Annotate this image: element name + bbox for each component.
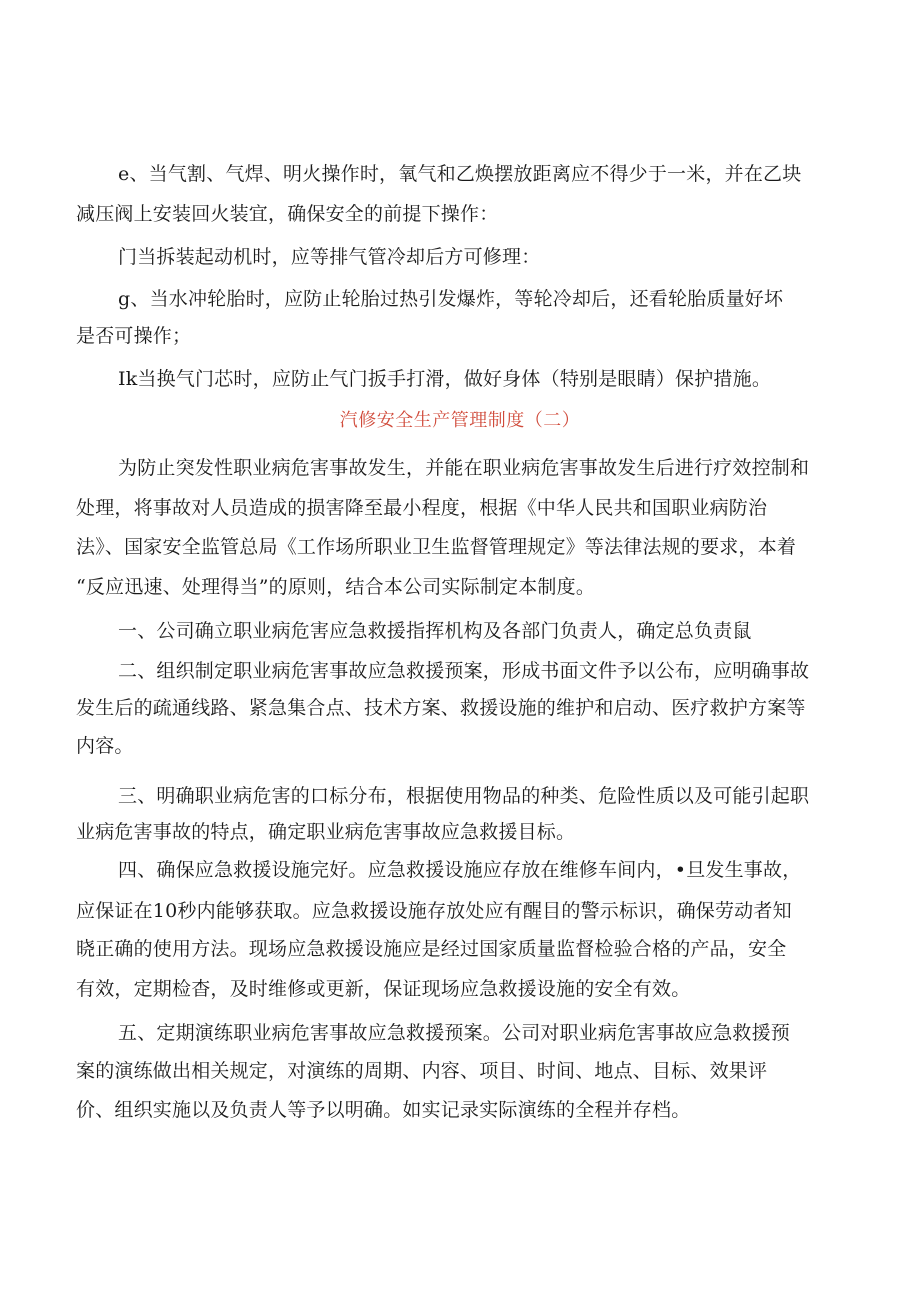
intro-line-2: 处理，将事故对人员造成的损害降至最小程度，根据《中华人民共和国职业病防治 — [76, 497, 768, 519]
item-3-line-2: 业病危害事故的特点，确定职业病危害事故应急救援目标。 — [76, 821, 576, 843]
item-2-line-3: 内容。 — [76, 735, 134, 757]
item-1-line-1: 一、公司确立职业病危害应急救援指挥机构及各部门负责人，确定总负责鼠 — [118, 620, 752, 642]
paragraph-e-line-1: e、当气割、气焊、明火操作时，氧气和乙焕摆放距离应不得少于一米，并在乙块 — [118, 163, 802, 185]
item-3-line-1: 三、明确职业病危害的口标分布，根据使用物品的种类、危险性质以及可能引起职 — [118, 785, 810, 807]
paragraph-h-line-1: Ik当换气门芯时，应防止气门扳手打滑，做好身体（特别是眼睛）保护措施。 — [118, 368, 772, 390]
paragraph-g-line-1: g、当水冲轮胎时，应防止轮胎过热引发爆炸，等轮冷却后，还看轮胎质量好坏 — [118, 288, 784, 310]
intro-line-1: 为防止突发性职业病危害事故发生，并能在职业病危害事故发生后进行疗效控制和 — [118, 457, 810, 479]
paragraph-e-line-2: 减压阀上安装回火装宜，确保安全的前提下操作： — [76, 203, 499, 225]
intro-line-4: “反应迅速、处理得当”的原则，结合本公司实际制定本制度。 — [76, 576, 596, 598]
paragraph-f-line-1: 门当拆装起动机时，应等排气管冷却后方可修理： — [118, 246, 541, 268]
item-4-line-3: 晓正确的使用方法。现场应急救援设施应是经过国家质量监督检验合格的产品，安全 — [76, 938, 787, 960]
paragraph-g-line-2: 是否可操作； — [76, 325, 192, 347]
item-2-line-1: 二、组织制定职业病危害事故应急救援预案，形成书面文件予以公布，应明确事故 — [118, 660, 810, 682]
item-5-line-1: 五、定期演练职业病危害事故应急救援预案。公司对职业病危害事故应急救援预 — [118, 1022, 791, 1044]
item-2-line-2: 发生后的疏通线路、紧急集合点、技术方案、救援设施的维护和启动、医疗救护方案等 — [76, 697, 806, 719]
intro-line-3: 法》、国家安全监管总局《工作场所职业卫生监督管理规定》等法律法规的要求，本着 — [76, 536, 797, 558]
item-5-line-3: 价、组织实施以及负责人等予以明确。如实记录实际演练的全程并存档。 — [76, 1099, 691, 1121]
item-4-line-4: 有效，定期检杳，及时维修或更新，保证现场应急救援设施的安全有效。 — [76, 978, 691, 1000]
section-title: 汽修安全生产管理制度（二） — [339, 410, 581, 431]
item-4-line-1: 四、确保应急救援设施完好。应急救援设施应存放在维修车间内，•旦发生事故， — [118, 859, 802, 881]
item-4-line-2: 应保证在10秒内能够获取。应急救援设施存放处应有醒目的警示标识，确保劳动者知 — [76, 900, 792, 922]
item-5-line-2: 案的演练做出相关规定，对演练的周期、内容、项目、时间、地点、目标、效果评 — [76, 1060, 768, 1082]
